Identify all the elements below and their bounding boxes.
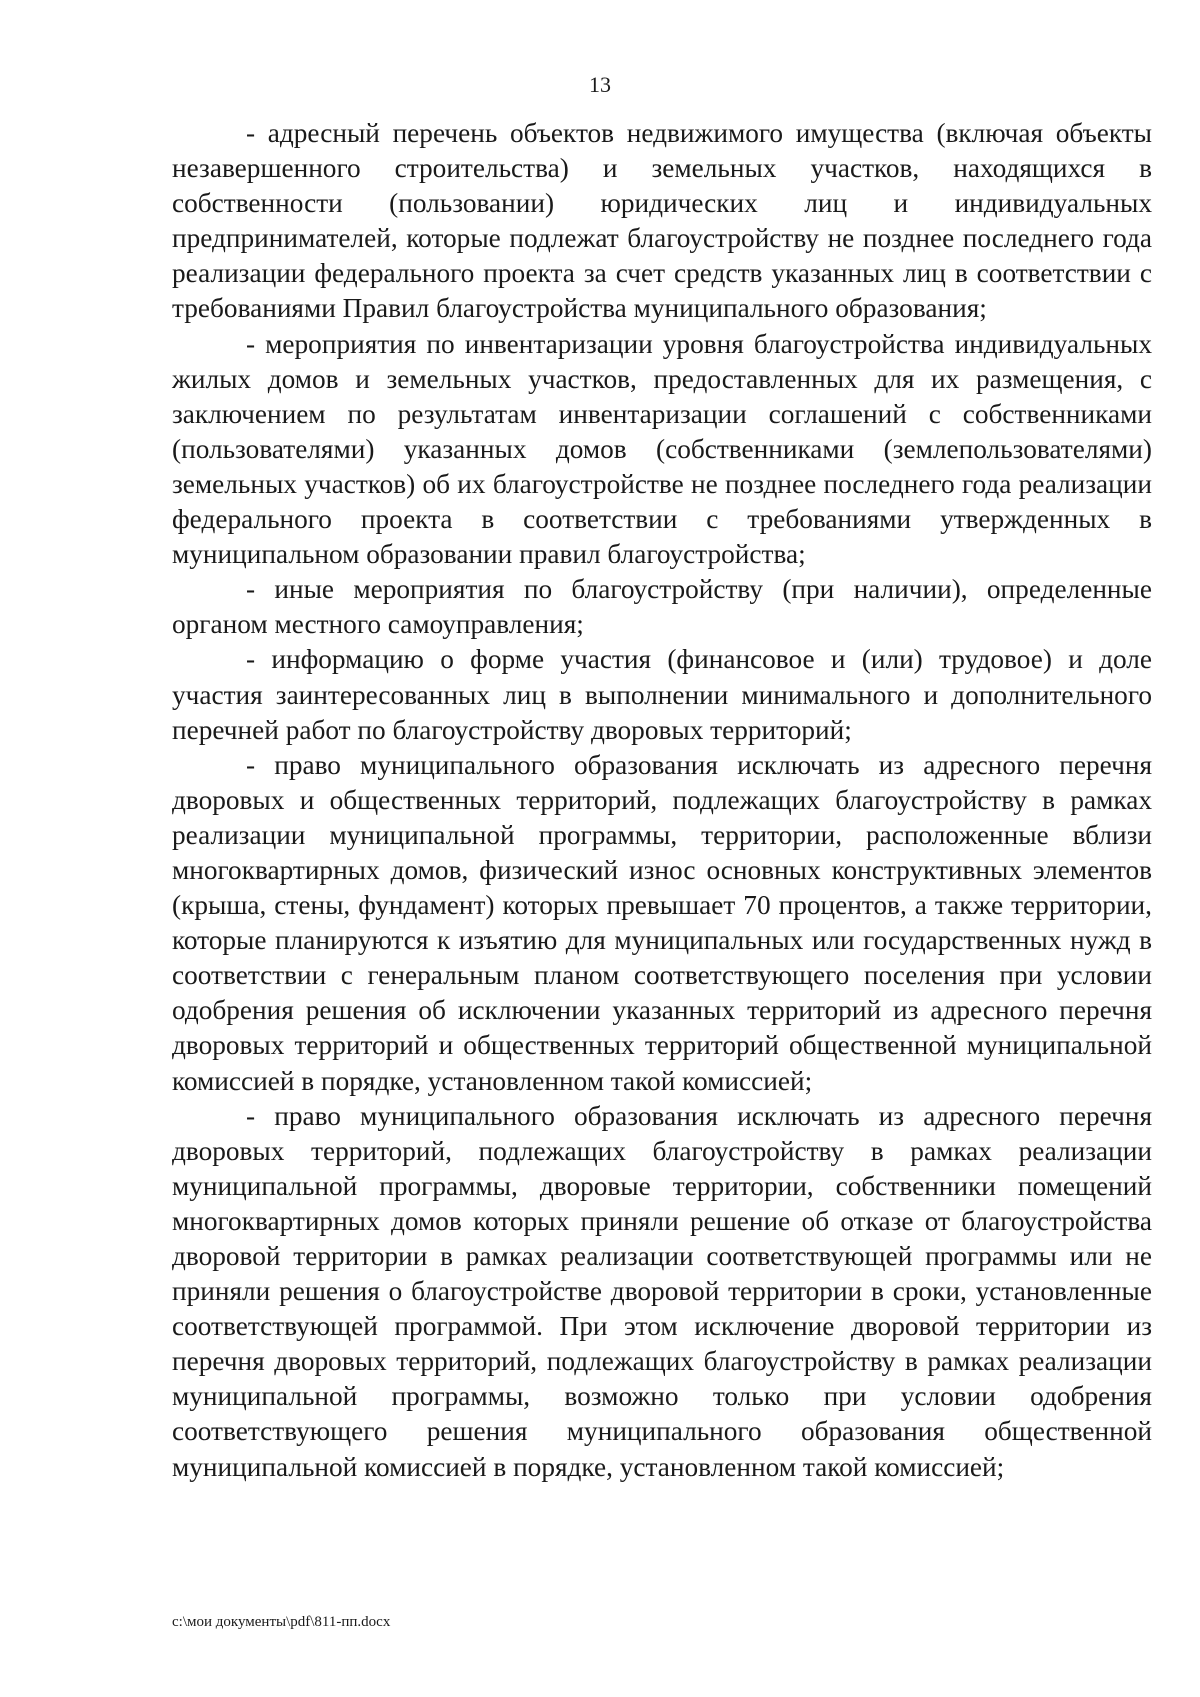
paragraph-exclusion-right-yards: - право муниципального образования исключать из адресного перечня дворовых территорий, подлежащих благоустройству в рамках реализации муниципальной программы, дворовые территории, собственники помещений многоквартирных домов которых приняли решение об отказе от благоустройства дворовой территории в рамках реализации соответствующей программы или не приняли решения о благоустройстве дворовой территории в сроки, установленные соответствующей программой. При этом исключение дворовой территории из перечня дворовых территорий, подлежащих благоустройству в рамках реализации муниципальной программы, возможно только при условии одобрения соответствующего решения муниципального образования общественной муниципальной комиссией в порядке, установленном такой комиссией;	[172, 1100, 1152, 1482]
paragraph-other-measures: - иные мероприятия по благоустройству (при наличии), определенные органом местного самоуправления;	[172, 574, 1152, 640]
document-body	[172, 116, 1152, 1485]
paragraph-participation-form: - информацию о форме участия (финансовое и (или) трудовое) и доле участия заинтересованных лиц в выполнении минимального и дополнительного перечней работ по благоустройству дворовых территорий;	[172, 644, 1152, 745]
page-number: 13	[589, 72, 611, 97]
footer-file-path: c:\мои документы\pdf\811-пп.docx	[172, 1614, 391, 1630]
paragraph-inventory-measures: - мероприятия по инвентаризации уровня благоустройства индивидуальных жилых домов и земельных участков, предоставленных для их размещения, с заключением по результатам инвентаризации соглашений с собственниками (пользователями) указанных домов (собственниками (землепользователями) земельных участков) об их благоустройстве не позднее последнего года реализации федерального проекта в соответствии с требованиями утвержденных в муниципальном образовании правил благоустройства;	[172, 328, 1152, 570]
paragraph-exclusion-right-territories: - право муниципального образования исключать из адресного перечня дворовых и общественных территорий, подлежащих благоустройству в рамках реализации муниципальной программы, территории, расположенные вблизи многоквартирных домов, физический износ основных конструктивных элементов (крыша, стены, фундамент) которых превышает 70 процентов, а также территории, которые планируются к изъятию для муниципальных или государственных нужд в соответствии с генеральным планом соответствующего поселения при условии одобрения решения об исключении указанных территорий из адресного перечня дворовых территорий и общественных территорий общественной муниципальной комиссией в порядке, установленном такой комиссией;	[172, 749, 1152, 1096]
paragraph-address-list: - адресный перечень объектов недвижимого имущества (включая объекты незавершенного строительства) и земельных участков, находящихся в собственности (пользовании) юридических лиц и индивидуальных предпринимателей, которые подлежат благоустройству не позднее последнего года реализации федерального проекта за счет средств указанных лиц в соответствии с требованиями Правил благоустройства муниципального образования;	[172, 118, 1152, 324]
